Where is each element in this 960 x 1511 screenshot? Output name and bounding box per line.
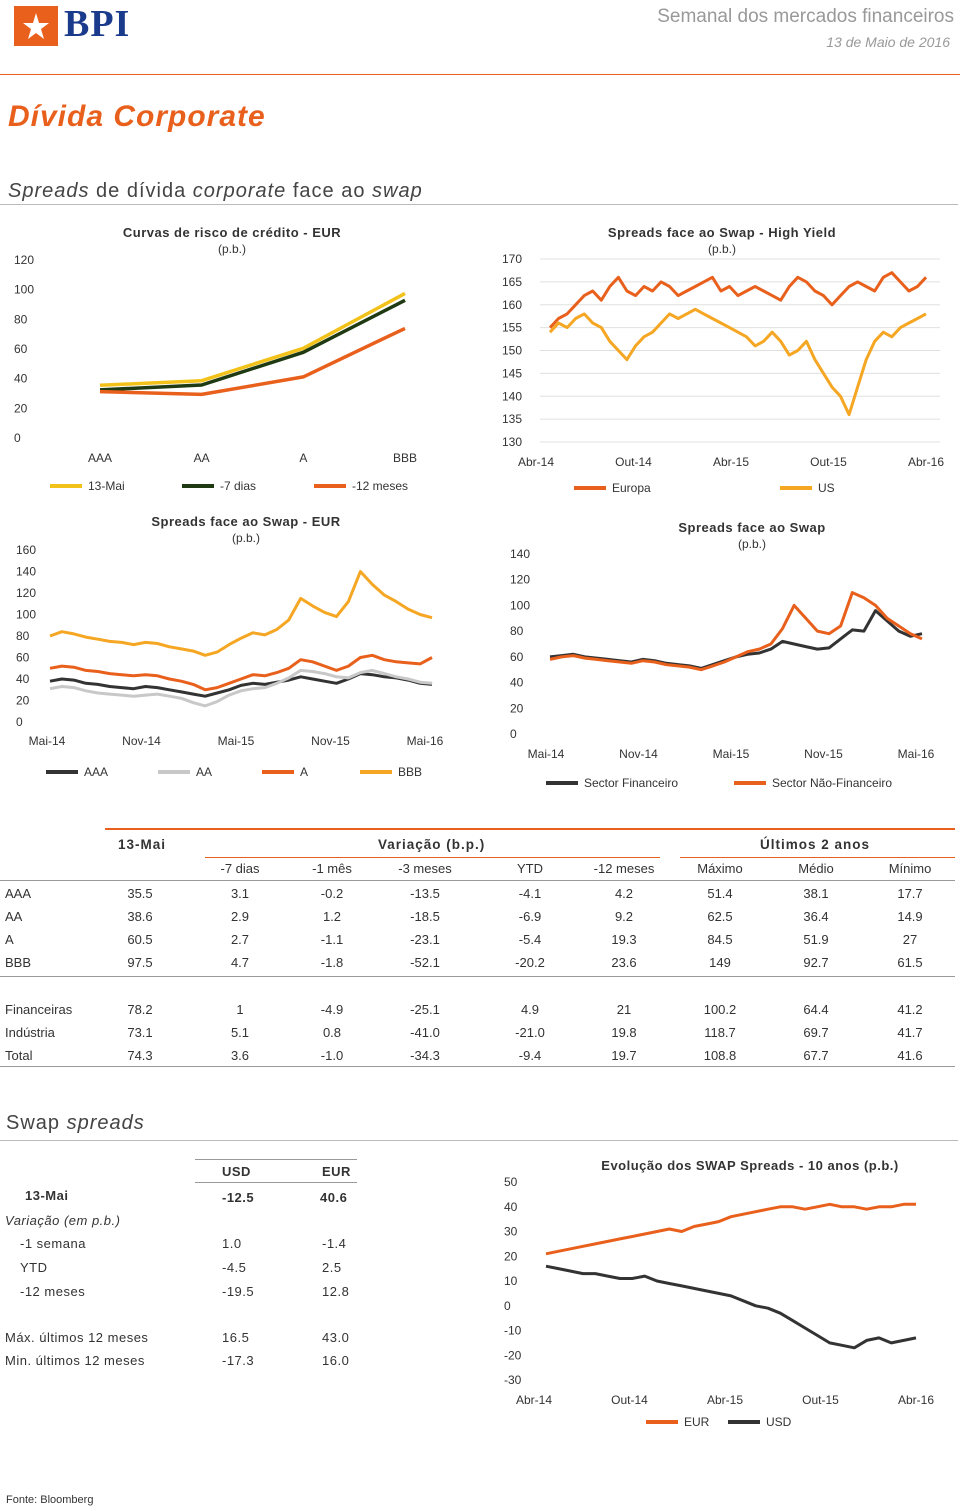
swap-row-13mai-label: 13-Mai bbox=[25, 1188, 69, 1203]
subhead-rule bbox=[0, 880, 955, 881]
page-title: Dívida Corporate bbox=[8, 100, 266, 133]
y-tick-label: 145 bbox=[502, 366, 523, 381]
table-cell: 100.2 bbox=[703, 1002, 737, 1017]
x-tick-label: Mai-15 bbox=[217, 734, 255, 748]
section-rule bbox=[0, 204, 958, 205]
bpi-logo-mark bbox=[14, 6, 58, 46]
y-tick-label: 20 bbox=[504, 1249, 518, 1264]
x-tick-label: Abr-14 bbox=[517, 455, 555, 469]
table-cell: 62.5 bbox=[707, 909, 733, 924]
y-tick-label: -30 bbox=[504, 1373, 522, 1387]
swap-cell-label: Min. últimos 12 meses bbox=[5, 1353, 145, 1368]
swap-cell-usd: -19.5 bbox=[222, 1284, 255, 1299]
legend-label: USD bbox=[766, 1415, 792, 1429]
table-subhead: -12 meses bbox=[593, 861, 655, 876]
table-subhead: Máximo bbox=[697, 861, 743, 876]
y-tick-label: 80 bbox=[16, 629, 30, 643]
y-tick-label: 130 bbox=[502, 435, 523, 449]
x-tick-label: BBB bbox=[392, 451, 418, 465]
table-cell: -18.5 bbox=[410, 909, 440, 924]
table-cell: 2.7 bbox=[230, 932, 250, 947]
y-tick-label: 135 bbox=[502, 412, 523, 427]
chart-sector-spreads bbox=[480, 508, 960, 798]
table-cell: 74.3 bbox=[127, 1048, 153, 1063]
y-tick-label: 0 bbox=[14, 431, 21, 445]
chart-title: Spreads face ao Swap - EUR bbox=[151, 514, 341, 529]
y-tick-label: 140 bbox=[510, 547, 531, 561]
x-tick-label: Nov-15 bbox=[804, 747, 843, 761]
chart-credit-curves bbox=[0, 216, 480, 502]
table-cell: -52.1 bbox=[410, 955, 440, 970]
table-cell: -0.2 bbox=[320, 886, 344, 901]
table-cell: 69.7 bbox=[803, 1025, 829, 1040]
table-cell: 60.5 bbox=[127, 932, 153, 947]
section-rule-2 bbox=[0, 1140, 958, 1141]
legend-label: EUR bbox=[684, 1415, 710, 1429]
table-cell: 4.9 bbox=[520, 1002, 540, 1017]
series-line-europa bbox=[550, 273, 926, 328]
x-tick-label: A bbox=[299, 451, 308, 465]
table-cell: 3.1 bbox=[230, 886, 250, 901]
table-cell: 4.7 bbox=[230, 955, 250, 970]
table-row-label: Total bbox=[5, 1048, 33, 1063]
table-cell: 19.7 bbox=[611, 1048, 637, 1063]
table-cell: 4.2 bbox=[614, 886, 634, 901]
y-tick-label: -10 bbox=[504, 1323, 522, 1338]
y-tick-label: 120 bbox=[16, 586, 37, 600]
x-tick-label: Nov-14 bbox=[619, 747, 658, 761]
y-tick-label: -20 bbox=[504, 1348, 522, 1363]
swap-cell-eur: 43.0 bbox=[322, 1330, 350, 1345]
legend-label: US bbox=[818, 481, 835, 495]
y-tick-label: 150 bbox=[502, 343, 523, 358]
legend-label: 13-Mai bbox=[88, 479, 125, 493]
table-cell: 17.7 bbox=[897, 886, 923, 901]
series-line-usd bbox=[546, 1266, 916, 1348]
table-row-label: A bbox=[5, 932, 14, 947]
x-tick-label: AAA bbox=[87, 451, 113, 465]
table-cell: 3.6 bbox=[230, 1048, 250, 1063]
chart-eur-spreads bbox=[0, 508, 480, 790]
table-cell: 9.2 bbox=[614, 909, 634, 924]
y-tick-label: 10 bbox=[504, 1274, 518, 1288]
y-tick-label: 100 bbox=[16, 607, 37, 622]
legend-label: -7 dias bbox=[220, 479, 257, 493]
swap-cell-usd: -4.5 bbox=[222, 1260, 247, 1275]
table-cell: 2.9 bbox=[230, 909, 250, 924]
table-cell: 21 bbox=[616, 1002, 632, 1017]
swap-variacao-label: Variação (em p.b.) bbox=[5, 1213, 121, 1228]
table-cell: 38.1 bbox=[803, 886, 829, 901]
chart-subtitle: (p.b.) bbox=[217, 242, 247, 256]
table-cell: -41.0 bbox=[410, 1025, 440, 1040]
table-cell: 67.7 bbox=[803, 1048, 829, 1063]
legend-label: A bbox=[300, 765, 309, 779]
y-tick-label: 40 bbox=[510, 675, 524, 690]
x-tick-label: Abr-16 bbox=[897, 1393, 935, 1407]
swap-cell-label: Máx. últimos 12 meses bbox=[5, 1330, 149, 1345]
section-title-spreads: Spreads de dívida corporate face ao swap bbox=[8, 180, 423, 202]
x-tick-label: Abr-15 bbox=[712, 455, 750, 469]
table-cell: -25.1 bbox=[410, 1002, 440, 1017]
x-tick-label: AA bbox=[193, 451, 210, 465]
header-rule bbox=[0, 74, 960, 75]
y-tick-label: 165 bbox=[502, 274, 523, 289]
table-cell: -9.4 bbox=[518, 1048, 542, 1063]
swap-head-rule bbox=[195, 1182, 357, 1183]
table-cell: -1.0 bbox=[320, 1048, 344, 1063]
legend-label: Sector Não-Financeiro bbox=[772, 776, 893, 790]
swap-cell-usd: -17.3 bbox=[222, 1353, 255, 1368]
report-date: 13 de Maio de 2016 bbox=[826, 34, 950, 50]
swap-cell-eur: 12.8 bbox=[322, 1284, 350, 1299]
table-cell: 108.8 bbox=[703, 1048, 737, 1063]
y-tick-label: 0 bbox=[510, 727, 517, 741]
y-tick-label: 120 bbox=[510, 572, 531, 587]
table-cell: 84.5 bbox=[707, 932, 733, 947]
y-tick-label: 120 bbox=[14, 253, 35, 267]
swap-cell-usd: 16.5 bbox=[222, 1330, 250, 1345]
table-cell: 5.1 bbox=[230, 1025, 250, 1040]
chart-title: Spreads face ao Swap - High Yield bbox=[607, 225, 837, 240]
x-tick-label: Mai-14 bbox=[527, 747, 565, 761]
chart-title: Evolução dos SWAP Spreads - 10 anos (p.b.) bbox=[601, 1158, 899, 1173]
report-title: Semanal dos mercados financeiros bbox=[657, 6, 954, 27]
y-tick-label: 20 bbox=[510, 701, 524, 716]
table-cell: 64.4 bbox=[803, 1002, 829, 1017]
y-tick-label: 40 bbox=[16, 672, 30, 686]
chart-swap-spreads-10y bbox=[480, 1146, 960, 1436]
table-subhead: -1 mês bbox=[312, 861, 352, 876]
table-cell: 23.6 bbox=[611, 955, 637, 970]
table-cell: 51.4 bbox=[707, 886, 733, 901]
chart-subtitle: (p.b.) bbox=[231, 531, 261, 545]
swap-row-13mai-usd: -12.5 bbox=[222, 1190, 255, 1205]
table-subhead: Mínimo bbox=[888, 861, 932, 876]
swap-cell-eur: 2.5 bbox=[322, 1260, 342, 1275]
legend-label: -12 meses bbox=[352, 479, 409, 493]
table-cell: -5.4 bbox=[518, 932, 542, 947]
ultimos-rule bbox=[680, 857, 955, 858]
table-cell: 78.2 bbox=[127, 1002, 153, 1017]
table-cell: 73.1 bbox=[127, 1025, 153, 1040]
table-cell: -1.1 bbox=[320, 932, 344, 947]
table-cell: 41.7 bbox=[897, 1025, 923, 1040]
table-cell: 61.5 bbox=[897, 955, 923, 970]
table-cell: 92.7 bbox=[803, 955, 829, 970]
series-line-13-mai bbox=[100, 293, 405, 385]
swap-top-rule bbox=[195, 1159, 357, 1160]
table-head-ultimos: Últimos 2 anos bbox=[760, 837, 871, 852]
table-subhead: Médio bbox=[798, 861, 834, 876]
table-top-rule bbox=[105, 828, 955, 830]
table-cell: -13.5 bbox=[410, 886, 440, 901]
chart-title: Spreads face ao Swap bbox=[678, 520, 826, 535]
table-cell: 41.2 bbox=[897, 1002, 923, 1017]
table-cell: -4.9 bbox=[320, 1002, 344, 1017]
y-tick-label: 0 bbox=[16, 715, 23, 729]
y-tick-label: 100 bbox=[14, 282, 35, 297]
table-row-label: Indústria bbox=[5, 1025, 55, 1040]
y-tick-label: 30 bbox=[504, 1224, 518, 1239]
table-cell: 35.5 bbox=[127, 886, 153, 901]
table-cell: 118.7 bbox=[704, 1025, 736, 1040]
table-cell: 14.9 bbox=[897, 909, 923, 924]
series-line--7-dias bbox=[100, 300, 405, 390]
table-cell: -1.8 bbox=[320, 955, 344, 970]
table-row-label: AAA bbox=[5, 886, 32, 901]
table-row-label: AA bbox=[5, 909, 23, 924]
variacao-rule bbox=[205, 857, 660, 858]
table-head-variacao: Variação (b.p.) bbox=[378, 837, 486, 852]
group-rule bbox=[0, 976, 955, 977]
spreads-table bbox=[0, 828, 960, 1068]
table-cell: 36.4 bbox=[803, 909, 829, 924]
table-bottom-rule bbox=[0, 1066, 955, 1067]
source-footer: Fonte: Bloomberg bbox=[6, 1494, 94, 1506]
section-title-swap: Swap spreads bbox=[6, 1112, 145, 1134]
table-cell: 27 bbox=[902, 932, 918, 947]
x-tick-label: Out-15 bbox=[802, 1393, 839, 1407]
legend-label: BBB bbox=[398, 765, 423, 779]
swap-cell-usd: 1.0 bbox=[222, 1236, 242, 1251]
y-tick-label: 100 bbox=[510, 598, 531, 613]
y-tick-label: 60 bbox=[16, 650, 30, 665]
x-tick-label: Mai-16 bbox=[406, 734, 444, 748]
table-cell: 51.9 bbox=[803, 932, 829, 947]
y-tick-label: 20 bbox=[16, 693, 30, 708]
chart-subtitle: (p.b.) bbox=[737, 537, 767, 551]
y-tick-label: 40 bbox=[504, 1199, 518, 1214]
table-cell: -21.0 bbox=[515, 1025, 545, 1040]
x-tick-label: Abr-14 bbox=[515, 1393, 553, 1407]
table-subhead: YTD bbox=[517, 861, 543, 876]
swap-table bbox=[0, 1150, 480, 1380]
swap-head-eur: EUR bbox=[322, 1164, 351, 1179]
table-cell: 97.5 bbox=[127, 955, 153, 970]
table-subhead: -7 dias bbox=[220, 861, 260, 876]
legend-label: Sector Financeiro bbox=[584, 776, 679, 790]
swap-cell-eur: 16.0 bbox=[322, 1353, 350, 1368]
y-tick-label: 60 bbox=[14, 342, 28, 356]
y-tick-label: 80 bbox=[14, 312, 28, 327]
table-row-label: BBB bbox=[5, 955, 32, 970]
swap-cell-label: -1 semana bbox=[20, 1236, 86, 1251]
table-cell: -6.9 bbox=[518, 909, 542, 924]
table-cell: -34.3 bbox=[410, 1048, 440, 1063]
x-tick-label: Abr-16 bbox=[907, 455, 945, 469]
y-tick-label: 20 bbox=[14, 401, 28, 416]
table-row-label: Financeiras bbox=[5, 1002, 73, 1017]
y-tick-label: 155 bbox=[502, 320, 523, 335]
x-tick-label: Nov-14 bbox=[122, 734, 161, 748]
x-tick-label: Out-15 bbox=[810, 455, 847, 469]
table-cell: -23.1 bbox=[410, 932, 440, 947]
y-tick-label: 140 bbox=[502, 389, 523, 404]
legend-label: AA bbox=[196, 765, 213, 779]
x-tick-label: Mai-15 bbox=[712, 747, 750, 761]
table-cell: 1.2 bbox=[322, 909, 342, 924]
x-tick-label: Abr-15 bbox=[706, 1393, 744, 1407]
y-tick-label: 0 bbox=[504, 1298, 511, 1313]
table-cell: 0.8 bbox=[322, 1025, 342, 1040]
x-tick-label: Out-14 bbox=[611, 1393, 648, 1407]
swap-cell-label: -12 meses bbox=[20, 1284, 86, 1299]
legend-label: Europa bbox=[612, 481, 651, 495]
table-cell: -4.1 bbox=[518, 886, 542, 901]
table-cell: 149 bbox=[709, 955, 731, 970]
y-tick-label: 80 bbox=[510, 624, 524, 639]
table-cell: 1 bbox=[236, 1002, 244, 1017]
swap-cell-eur: -1.4 bbox=[322, 1236, 347, 1251]
table-cell: 19.3 bbox=[611, 932, 637, 947]
chart-high-yield bbox=[480, 216, 960, 502]
legend-label: AAA bbox=[84, 765, 109, 779]
x-tick-label: Out-14 bbox=[615, 455, 652, 469]
y-tick-label: 40 bbox=[14, 371, 28, 386]
table-cell: 41.6 bbox=[897, 1048, 923, 1063]
y-tick-label: 140 bbox=[16, 564, 37, 579]
chart-title: Curvas de risco de crédito - EUR bbox=[122, 225, 342, 240]
table-cell: -20.2 bbox=[515, 955, 545, 970]
swap-row-13mai-eur: 40.6 bbox=[320, 1190, 348, 1205]
series-line-eur bbox=[546, 1204, 916, 1254]
y-tick-label: 170 bbox=[502, 252, 523, 266]
star-icon bbox=[14, 6, 58, 46]
y-tick-label: 50 bbox=[504, 1175, 518, 1189]
x-tick-label: Mai-14 bbox=[28, 734, 66, 748]
y-tick-label: 160 bbox=[502, 297, 523, 312]
table-cell: 19.8 bbox=[611, 1025, 637, 1040]
y-tick-label: 60 bbox=[510, 649, 524, 664]
y-tick-label: 160 bbox=[16, 543, 37, 557]
swap-head-usd: USD bbox=[222, 1164, 251, 1179]
x-tick-label: Mai-16 bbox=[897, 747, 935, 761]
table-cell: 38.6 bbox=[127, 909, 153, 924]
table-subhead: -3 meses bbox=[398, 861, 452, 876]
x-tick-label: Nov-15 bbox=[311, 734, 350, 748]
table-head-13mai: 13-Mai bbox=[118, 837, 167, 852]
chart-subtitle: (p.b.) bbox=[707, 242, 737, 256]
series-line-us bbox=[550, 309, 926, 414]
series-line-bbb bbox=[50, 572, 432, 656]
bpi-logo-text: BPI bbox=[64, 3, 131, 45]
swap-cell-label: YTD bbox=[20, 1260, 48, 1275]
